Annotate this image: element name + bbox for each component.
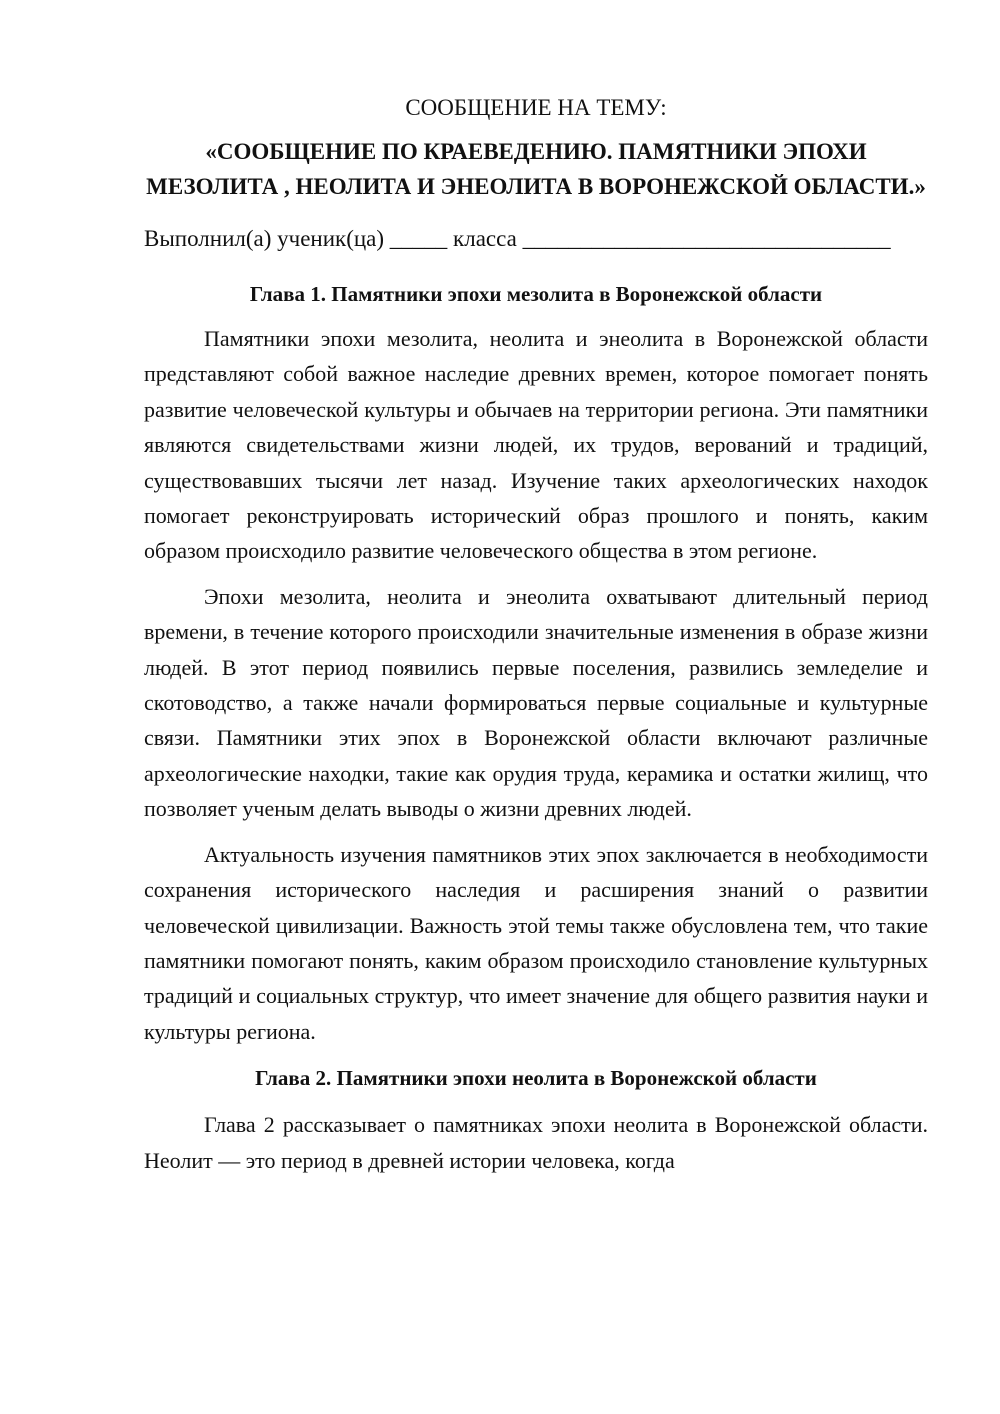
author-line: Выполнил(а) ученик(ца) _____ класса ________________________________ (144, 226, 891, 251)
paragraph: Памятники эпохи мезолита, неолита и энеолита в Воронежской области представляют собой важное наследие древних времен, которое помогает понять развитие человеческой культуры и обычаев на территории региона. Эти памятники являются свидетельствами жизни людей, их трудов, верований и традиций, существовавших тысячи лет назад. Изучение таких археологических находок помогает реконструировать исторический образ прошлого и понять, каким образом происходило развитие человеческого общества в этом регионе. (144, 326, 928, 564)
chapter-2-heading: Глава 2. Памятники эпохи неолита в Воронежской области (255, 1066, 817, 1091)
document-title: «СООБЩЕНИЕ ПО КРАЕВЕДЕНИЮ. ПАМЯТНИКИ ЭПОХИ МЕЗОЛИТА , НЕОЛИТА И ЭНЕОЛИТА В ВОРОНЕЖСКОЙ ОБЛАСТИ.» (146, 139, 926, 199)
chapter-1-heading: Глава 1. Памятники эпохи мезолита в Воронежской области (249, 282, 823, 306)
paragraph: Эпохи мезолита, неолита и энеолита охватывают длительный период времени, в течение которого происходили значительные изменения в образе жизни людей. В этот период появились первые поселения, развились земледелие и скотоводство, а также начали формироваться первые социальные и культурные связи. Памятники этих эпох в Воронежской области включают различные археологические находки, такие как орудия труда, керамика и остатки жилищ, что позволяет ученым делать выводы о жизни древних людей. (144, 583, 928, 822)
paragraph: Глава 2 рассказывает о памятниках эпохи неолита в Воронежской области. Неолит — это период в древней истории человека, когда (144, 1112, 928, 1173)
pre-title: СООБЩЕНИЕ НА ТЕМУ: (405, 95, 667, 120)
paragraph: Актуальность изучения памятников этих эпох заключается в необходимости сохранения исторического наследия и расширения знаний о развитии человеческой цивилизации. Важность этой темы также обусловлена тем, что такие памятники помогают понять, каким образом происходило становление культурных традиций и социальных структур, что имеет значение для общего развития науки и культуры региона. (144, 841, 928, 1044)
